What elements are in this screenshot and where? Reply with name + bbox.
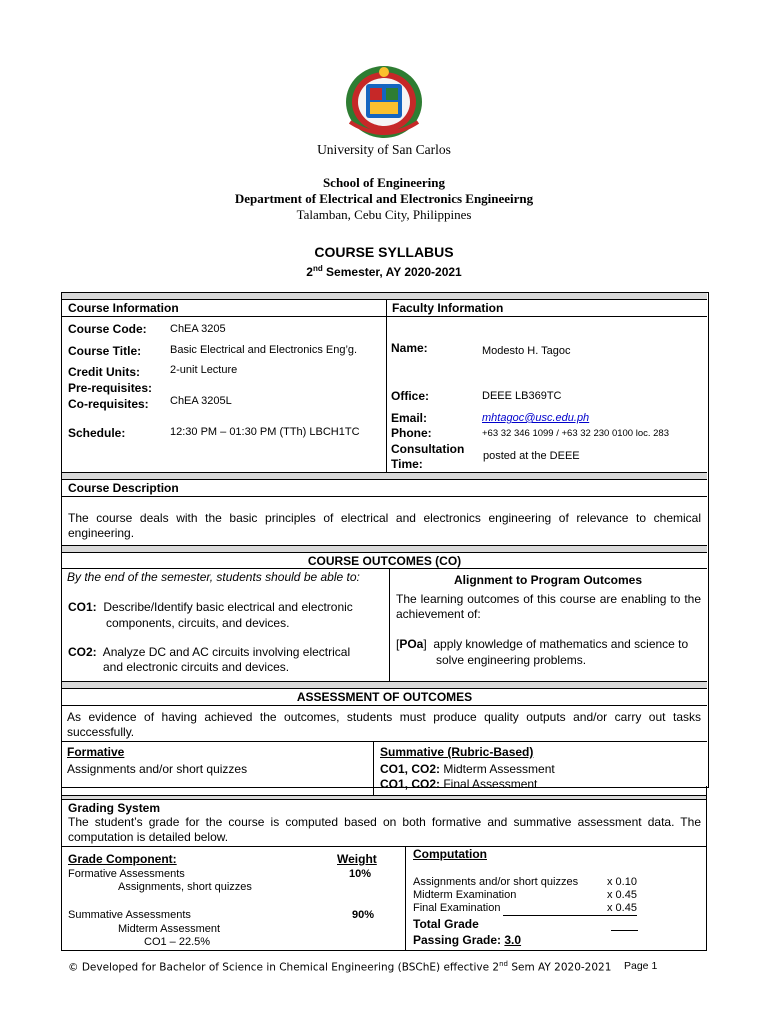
co1-item-cont: components, circuits, and devices. — [106, 616, 290, 630]
grade-component-heading: Grade Component: — [68, 852, 177, 866]
course-info-heading: Course Information — [68, 301, 179, 315]
course-description-text: The course deals with the basic principles of electrical and electronics engineering of relevance to chemical engineering. — [68, 511, 701, 540]
poa-item: [POa] apply knowledge of mathematics and science to — [396, 637, 689, 651]
comp-row-assignments: Assignments and/or short quizzes — [413, 876, 579, 888]
footer-note: © Developed for Bachelor of Science in Chemical Engineering (BSChE) effective 2nd Sem AY 2020-2021 — [68, 960, 612, 974]
credit-units-label: Credit Units: — [68, 365, 140, 379]
summative-item-2: CO1, CO2: Final Assessment — [380, 777, 538, 791]
formative-text: Assignments and/or short quizzes — [67, 762, 248, 776]
department-name: Department of Electrical and Electronics Engineeirng — [234, 191, 534, 206]
course-title: Basic Electrical and Electronics Eng’g. — [170, 344, 358, 356]
phone: +63 32 346 1099 / +63 32 230 0100 loc. 283 — [482, 428, 669, 439]
document-title: COURSE SYLLABUS — [314, 244, 454, 260]
comp-factor-final: x 0.45 — [607, 902, 637, 914]
course-title-label: Course Title: — [68, 344, 142, 358]
co2-item: CO2: Analyze DC and AC circuits involving electrical — [68, 645, 351, 659]
outcomes-intro: By the end of the semester, students should be able to: — [67, 570, 360, 584]
course-outcomes-heading: COURSE OUTCOMES (CO) — [307, 554, 462, 568]
school-name: School of Engineering — [322, 175, 446, 190]
computation-heading: Computation — [413, 847, 487, 861]
office-label: Office: — [391, 389, 430, 403]
course-description-heading: Course Description — [68, 481, 179, 495]
faculty-name-label: Name: — [391, 341, 428, 355]
schedule-label: Schedule: — [68, 426, 126, 440]
formative-weight: 10% — [349, 868, 372, 880]
alignment-heading: Alignment to Program Outcomes — [453, 573, 643, 587]
schedule: 12:30 PM – 01:30 PM (TTh) LBCH1TC — [170, 426, 360, 438]
formative-assessments: Formative Assessments — [68, 868, 185, 880]
total-grade-label: Total Grade — [413, 917, 479, 931]
assessment-heading: ASSESSMENT OF OUTCOMES — [296, 690, 473, 704]
grading-heading: Grading System — [68, 801, 161, 815]
university-name: University of San Carlos — [317, 142, 451, 157]
grading-text: The student’s grade for the course is computed based on both formative and summative assessment data. The computation is detailed below. — [68, 815, 701, 844]
university-seal-logo — [340, 62, 428, 144]
co1-item: CO1: Describe/Identify basic electrical and electronic — [68, 600, 353, 614]
faculty-info-heading: Faculty Information — [392, 301, 504, 315]
email-link[interactable]: mhtagoc@usc.edu.ph — [482, 412, 590, 424]
co2-item-cont: and electronic circuits and devices. — [103, 660, 290, 674]
summative-assessments: Summative Assessments — [68, 909, 191, 921]
faculty-name: Modesto H. Tagoc — [482, 345, 571, 357]
comp-row-final: Final Examination — [413, 902, 501, 914]
comp-factor-midterm: x 0.45 — [607, 889, 637, 901]
total-grade-blank — [611, 930, 638, 931]
consultation-label: Consultation — [391, 442, 465, 456]
page-number: Page 1 — [624, 960, 658, 972]
sum-rule — [503, 915, 637, 916]
formative-sub: Assignments, short quizzes — [118, 881, 252, 893]
formative-heading: Formative — [67, 745, 125, 759]
co1-share: CO1 – 22.5% — [144, 936, 211, 948]
semester-line: 2nd Semester, AY 2020-2021 — [306, 264, 462, 279]
midterm-assessment: Midterm Assessment — [118, 923, 221, 935]
course-code-label: Course Code: — [68, 322, 147, 336]
consultation-time: posted at the DEEE — [483, 450, 580, 462]
corequisites: ChEA 3205L — [170, 395, 232, 407]
address: Talamban, Cebu City, Philippines — [296, 207, 472, 222]
summative-item-1: CO1, CO2: Midterm Assessment — [380, 762, 555, 776]
course-code: ChEA 3205 — [170, 323, 226, 335]
prerequisites-label: Pre-requisites: — [68, 381, 153, 395]
phone-label: Phone: — [391, 426, 432, 440]
poa-item-cont: solve engineering problems. — [436, 653, 587, 667]
summative-weight: 90% — [352, 909, 375, 921]
corequisites-label: Co-requisites: — [68, 397, 149, 411]
comp-row-midterm: Midterm Examination — [413, 889, 517, 901]
passing-grade: Passing Grade: 3.0 — [413, 933, 522, 947]
comp-factor-assignments: x 0.10 — [607, 876, 637, 888]
office: DEEE LB369TC — [482, 390, 562, 402]
assessment-text: As evidence of having achieved the outcomes, students must produce quality outputs and/or carry out tasks successfully. — [67, 710, 701, 739]
email-label: Email: — [391, 411, 428, 425]
weight-heading: Weight — [337, 852, 377, 866]
credit-units: 2-unit Lecture — [170, 364, 238, 376]
summative-heading: Summative (Rubric-Based) — [380, 745, 534, 759]
alignment-text: The learning outcomes of this course are enabling to the achievement of: — [396, 592, 701, 621]
consultation-time-label: Time: — [391, 457, 423, 471]
